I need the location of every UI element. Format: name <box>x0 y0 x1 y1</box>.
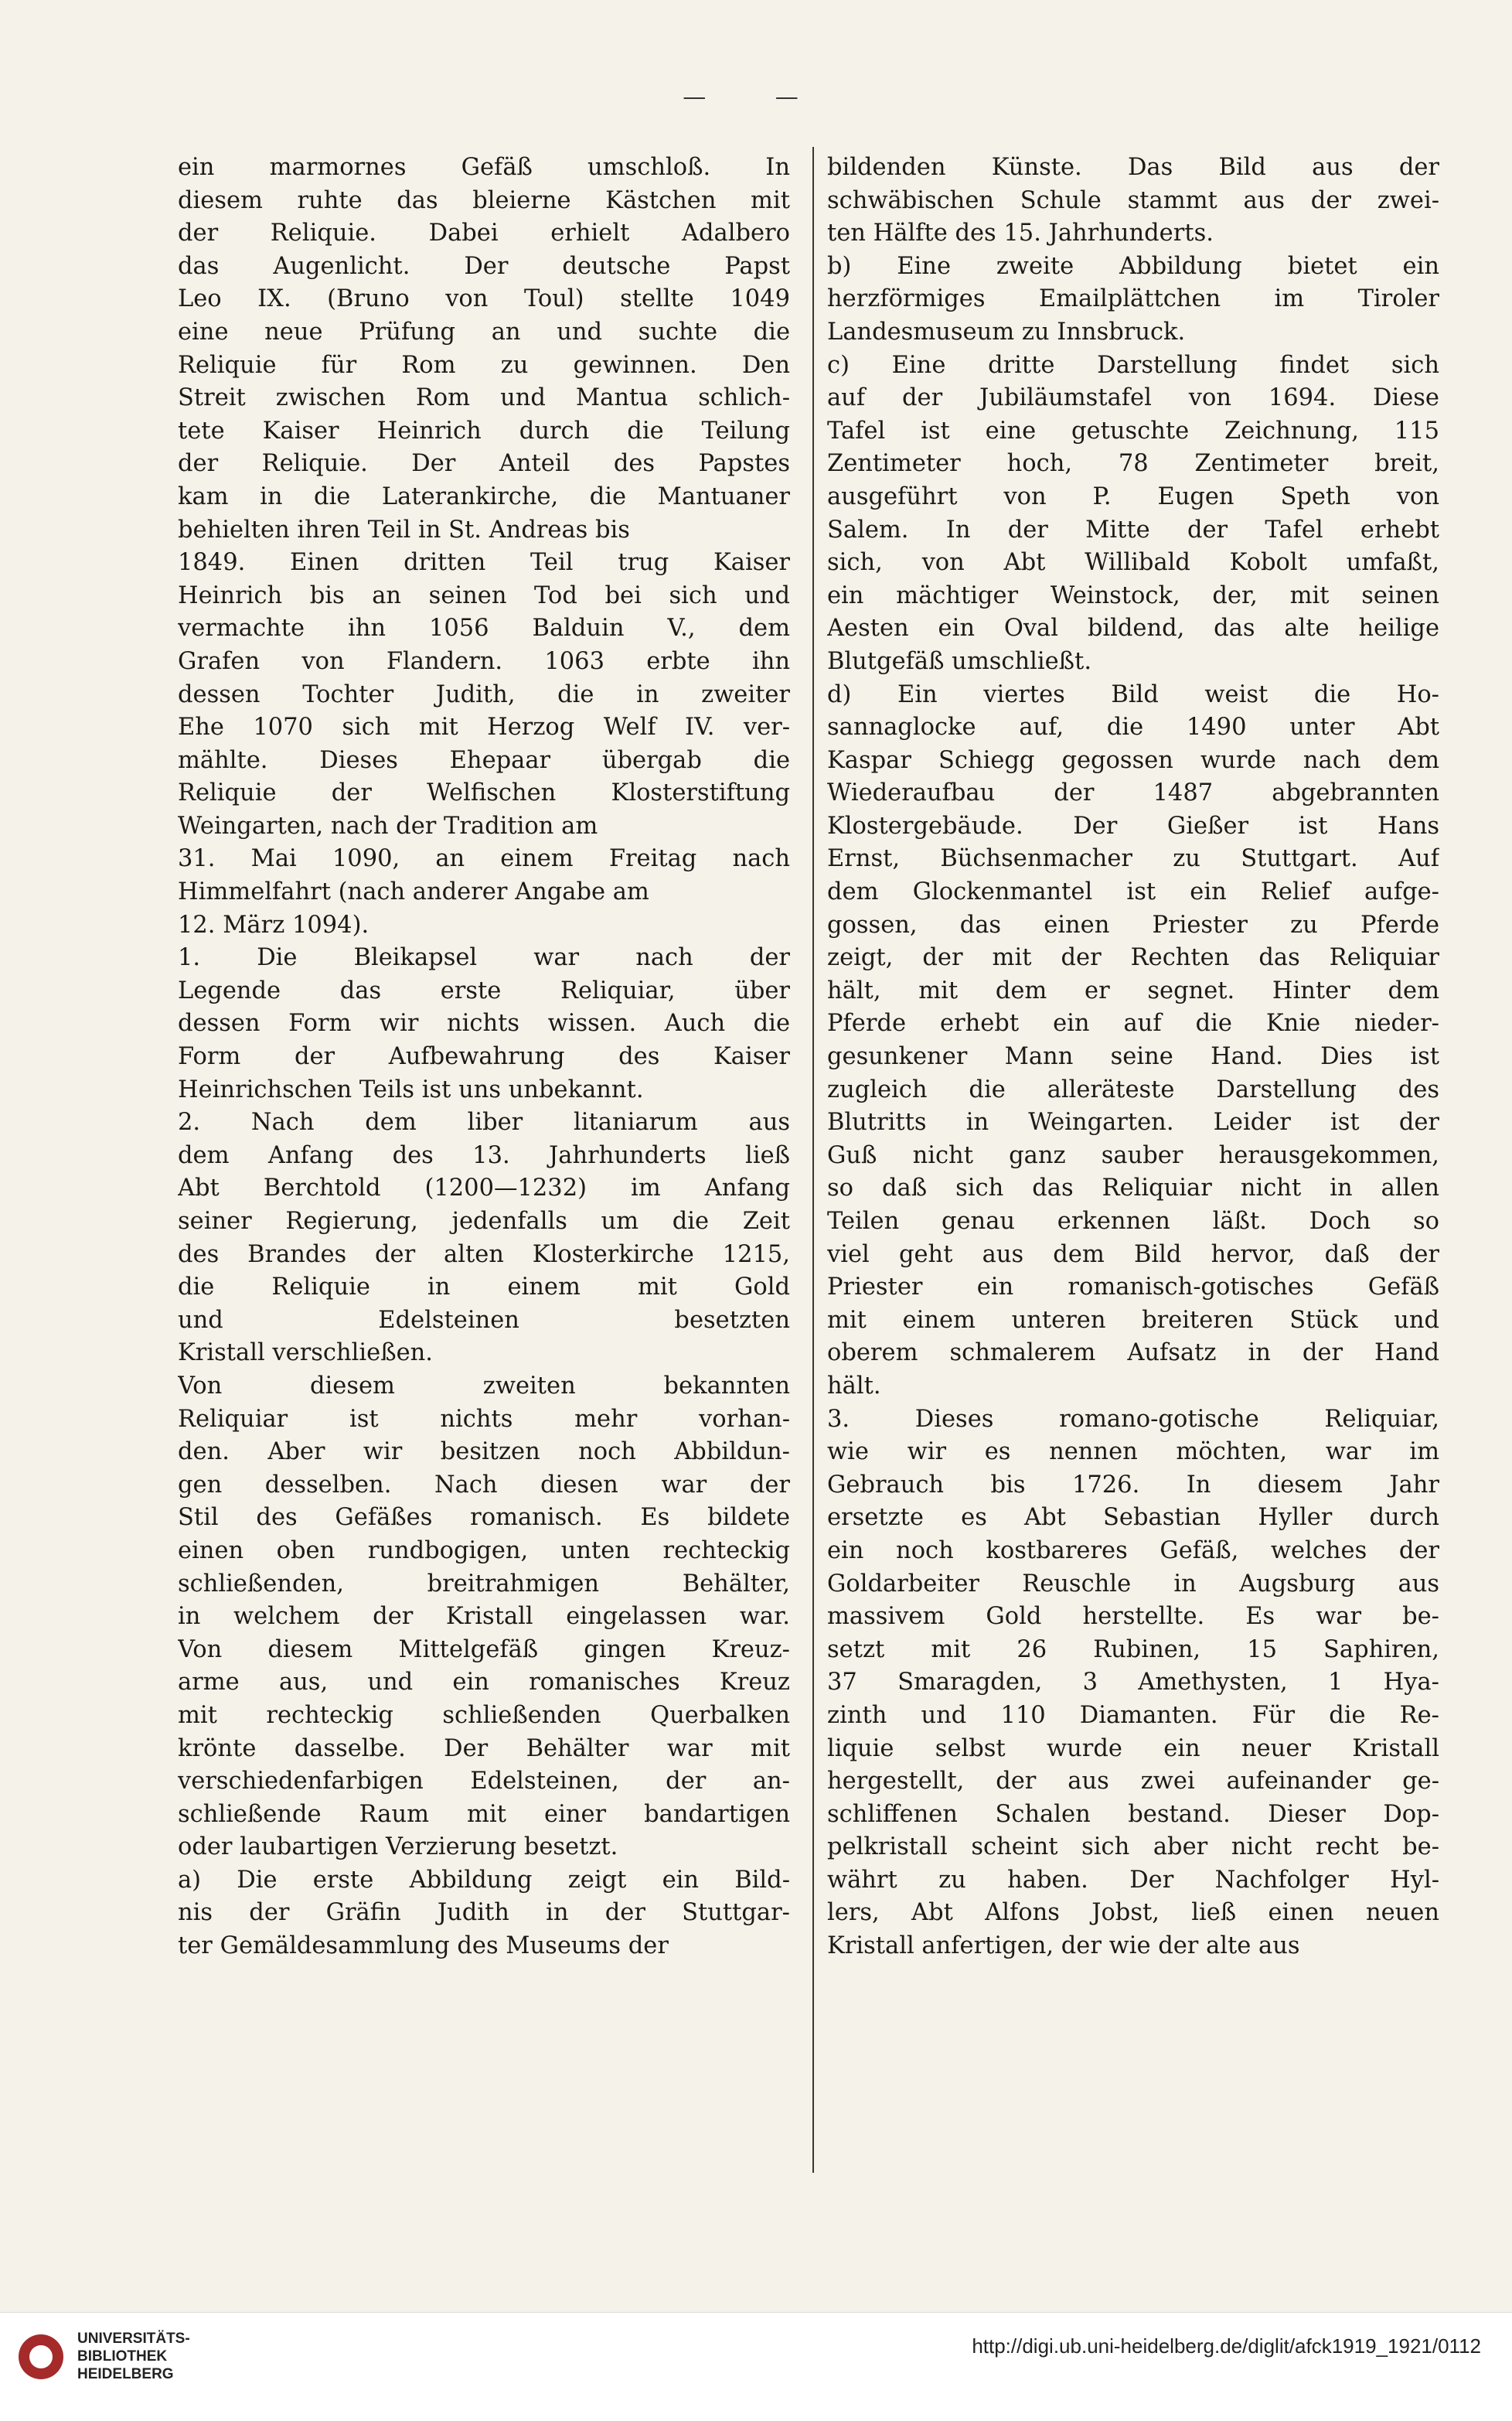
text-line: hergestellt, der aus zwei aufeinander ge- <box>827 1768 1439 1795</box>
text-line: Himmelfahrt (nach anderer Angabe am <box>178 878 649 906</box>
text-line: 31. Mai 1090, an einem Freitag nach <box>178 845 790 873</box>
column-divider <box>812 147 814 2173</box>
text-line: gen desselben. Nach diesen war der <box>178 1471 790 1499</box>
text-line: Legende das erste Reliquiar, über <box>178 977 790 1004</box>
text-line: der Reliquie. Der Anteil des Papstes <box>178 450 790 478</box>
text-line: d) Ein viertes Bild weist die Ho- <box>827 680 1439 708</box>
text-line: Guß nicht ganz sauber herausgekommen, <box>827 1141 1439 1169</box>
text-line: Pferde erhebt ein auf die Knie nieder- <box>827 1010 1439 1038</box>
text-line: herzförmiges Emailplättchen im Tiroler <box>827 285 1439 313</box>
text-line: Gebrauch bis 1726. In diesem Jahr <box>827 1471 1439 1499</box>
library-name-line: HEIDELBERG <box>77 2366 174 2382</box>
text-line: mit rechteckig schließenden Querbalken <box>178 1701 790 1729</box>
library-name <box>77 2330 190 2383</box>
text-line: hält, mit dem er segnet. Hinter dem <box>827 977 1439 1004</box>
text-line: ten Hälfte des 15. Jahrhunderts. <box>827 220 1214 247</box>
text-line: wie wir es nennen möchten, war im <box>827 1438 1439 1466</box>
library-logo[interactable] <box>19 2330 190 2383</box>
text-line: Heinrichschen Teils ist uns unbekannt. <box>178 1076 644 1103</box>
text-line: setzt mit 26 Rubinen, 15 Saphiren, <box>827 1635 1439 1663</box>
text-line: Heinrich bis an seinen Tod bei sich und <box>178 581 790 609</box>
text-line: einen oben rundbogigen, unten rechteckig <box>178 1536 790 1564</box>
text-line: sich, von Abt Willibald Kobolt umfaßt, <box>827 549 1439 577</box>
text-line: Leo IX. (Bruno von Toul) stellte 1049 <box>178 285 790 313</box>
page-header: — — <box>683 84 829 111</box>
text-line: schließenden, breitrahmigen Behälter, <box>178 1570 790 1598</box>
text-line: Kaspar Schiegg gegossen wurde nach dem <box>827 746 1439 774</box>
text-line: viel geht aus dem Bild hervor, daß der <box>827 1240 1439 1268</box>
text-line: das Augenlicht. Der deutsche Papst <box>178 252 790 280</box>
footer-bar <box>0 2312 1512 2421</box>
text-line: 3. Dieses romano-gotische Reliquiar, <box>827 1405 1439 1433</box>
text-line: zugleich die alleräteste Darstellung des <box>827 1076 1439 1103</box>
text-line: schwäbischen Schule stammt aus der zwei- <box>827 186 1439 214</box>
text-line: 37 Smaragden, 3 Amethysten, 1 Hya- <box>827 1669 1439 1696</box>
text-line: so daß sich das Reliquiar nicht in allen <box>827 1175 1439 1202</box>
text-line: Weingarten, nach der Tradition am <box>178 812 598 840</box>
text-line: Blutritts in Weingarten. Leider ist der <box>827 1109 1439 1137</box>
text-line: ein mächtiger Weinstock, der, mit seinen <box>827 581 1439 609</box>
text-line: dessen Tochter Judith, die in zweiter <box>178 680 790 708</box>
text-line: ter Gemäldesammlung des Museums der <box>178 1932 669 1960</box>
text-line: nis der Gräfin Judith in der Stuttgar- <box>178 1899 790 1927</box>
text-line: Reliquie der Welfischen Klosterstiftung <box>178 779 790 807</box>
text-line: eine neue Prüfung an und suchte die <box>178 318 790 346</box>
text-line: Klostergebäude. Der Gießer ist Hans <box>827 812 1439 840</box>
text-line: lers, Abt Alfons Jobst, ließ einen neuen <box>827 1899 1439 1927</box>
text-line: währt zu haben. Der Nachfolger Hyl- <box>827 1866 1439 1894</box>
text-line: Zentimeter hoch, 78 Zentimeter breit, <box>827 450 1439 478</box>
text-line: dessen Form wir nichts wissen. Auch die <box>178 1010 790 1038</box>
text-line: oberem schmalerem Aufsatz in der Hand <box>827 1339 1439 1367</box>
text-line: die Reliquie in einem mit Gold <box>178 1274 790 1301</box>
text-line: pelkristall scheint sich aber nicht recht be- <box>827 1833 1439 1861</box>
text-line: mählte. Dieses Ehepaar übergab die <box>178 746 790 774</box>
text-line: Stil des Gefäßes romanisch. Es bildete <box>178 1504 790 1532</box>
text-line: des Brandes der alten Klosterkirche 1215, <box>178 1240 790 1268</box>
text-line: tete Kaiser Heinrich durch die Teilung <box>178 417 790 445</box>
text-line: zinth und 110 Diamanten. Für die Re- <box>827 1701 1439 1729</box>
text-line: behielten ihren Teil in St. Andreas bis <box>178 516 630 544</box>
text-line: Ernst, Büchsenmacher zu Stuttgart. Auf <box>827 845 1439 873</box>
text-line: Form der Aufbewahrung des Kaiser <box>178 1043 790 1071</box>
library-name-line: BIBLIOTHEK <box>77 2348 168 2365</box>
text-line: massivem Gold herstellte. Es war be- <box>827 1603 1439 1631</box>
text-line: verschiedenfarbigen Edelsteinen, der an- <box>178 1768 790 1795</box>
text-line: hält. <box>827 1372 881 1400</box>
text-line: Von diesem Mittelgefäß gingen Kreuz- <box>178 1635 790 1663</box>
text-line: arme aus, und ein romanisches Kreuz <box>178 1669 790 1696</box>
text-line: 1849. Einen dritten Teil trug Kaiser <box>178 549 790 577</box>
text-line: 1. Die Bleikapsel war nach der <box>178 944 790 972</box>
text-line: Kristall verschließen. <box>178 1339 433 1367</box>
text-line: Salem. In der Mitte der Tafel erhebt <box>827 516 1439 544</box>
library-name-line: UNIVERSITÄTS- <box>77 2331 190 2347</box>
text-line: dem Anfang des 13. Jahrhunderts ließ <box>178 1141 790 1169</box>
text-line: ein noch kostbareres Gefäß, welches der <box>827 1536 1439 1564</box>
text-line: c) Eine dritte Darstellung findet sich <box>827 351 1439 379</box>
document-url-link[interactable]: http://digi.ub.uni-heidelberg.de/diglit/afck1919_1921/0112 <box>972 2334 1481 2358</box>
text-line: Kristall anfertigen, der wie der alte aus <box>827 1932 1300 1960</box>
university-seal-icon <box>19 2334 63 2379</box>
text-line: Reliquiar ist nichts mehr vorhan- <box>178 1405 790 1433</box>
text-line: liquie selbst wurde ein neuer Kristall <box>827 1734 1439 1762</box>
text-line: der Reliquie. Dabei erhielt Adalbero <box>178 220 790 247</box>
text-line: zeigt, der mit der Rechten das Reliquiar <box>827 944 1439 972</box>
text-line: Grafen von Flandern. 1063 erbte ihn <box>178 647 790 675</box>
text-line: dem Glockenmantel ist ein Relief aufge- <box>827 878 1439 906</box>
text-line: in welchem der Kristall eingelassen war. <box>178 1603 790 1631</box>
text-line: mit einem unteren breiteren Stück und <box>827 1306 1439 1334</box>
left-text-column <box>178 152 790 1963</box>
text-line: Wiederaufbau der 1487 abgebrannten <box>827 779 1439 807</box>
text-line: und Edelsteinen besetzten <box>178 1306 790 1334</box>
right-text-column <box>827 152 1439 1963</box>
text-line: schließende Raum mit einer bandartigen <box>178 1800 790 1828</box>
text-line: Streit zwischen Rom und Mantua schlich- <box>178 384 790 412</box>
text-line: Aesten ein Oval bildend, das alte heilige <box>827 615 1439 643</box>
text-line: gossen, das einen Priester zu Pferde <box>827 911 1439 939</box>
text-line: Landesmuseum zu Innsbruck. <box>827 318 1186 346</box>
text-line: den. Aber wir besitzen noch Abbildun- <box>178 1438 790 1466</box>
text-line: 2. Nach dem liber litaniarum aus <box>178 1109 790 1137</box>
text-line: Teilen genau erkennen läßt. Doch so <box>827 1208 1439 1235</box>
text-line: Priester ein romanisch-gotisches Gefäß <box>827 1274 1439 1301</box>
text-line: ausgeführt von P. Eugen Speth von <box>827 482 1439 510</box>
text-line: ein marmornes Gefäß umschloß. In <box>178 154 790 181</box>
text-line: diesem ruhte das bleierne Kästchen mit <box>178 186 790 214</box>
text-line: seiner Regierung, jedenfalls um die Zeit <box>178 1208 790 1235</box>
text-line: b) Eine zweite Abbildung bietet ein <box>827 252 1439 280</box>
text-line: Tafel ist eine getuschte Zeichnung, 115 <box>827 417 1439 445</box>
text-line: gesunkener Mann seine Hand. Dies ist <box>827 1043 1439 1071</box>
text-line: 12. März 1094). <box>178 911 369 939</box>
text-line: ersetzte es Abt Sebastian Hyller durch <box>827 1504 1439 1532</box>
text-line: Goldarbeiter Reuschle in Augsburg aus <box>827 1570 1439 1598</box>
text-line: vermachte ihn 1056 Balduin V., dem <box>178 615 790 643</box>
text-line: a) Die erste Abbildung zeigt ein Bild- <box>178 1866 790 1894</box>
text-line: Von diesem zweiten bekannten <box>178 1372 790 1400</box>
text-line: bildenden Künste. Das Bild aus der <box>827 154 1439 181</box>
text-line: krönte dasselbe. Der Behälter war mit <box>178 1734 790 1762</box>
text-line: schliffenen Schalen bestand. Dieser Dop- <box>827 1800 1439 1828</box>
text-line: Ehe 1070 sich mit Herzog Welf IV. ver- <box>178 714 790 742</box>
text-line: kam in die Laterankirche, die Mantuaner <box>178 482 790 510</box>
text-line: sannaglocke auf, die 1490 unter Abt <box>827 714 1439 742</box>
text-line: Abt Berchtold (1200—1232) im Anfang <box>178 1175 790 1202</box>
text-line: oder laubartigen Verzierung besetzt. <box>178 1833 618 1861</box>
text-line: Reliquie für Rom zu gewinnen. Den <box>178 351 790 379</box>
text-line: auf der Jubiläumstafel von 1694. Diese <box>827 384 1439 412</box>
text-line: Blutgefäß umschließt. <box>827 647 1092 675</box>
